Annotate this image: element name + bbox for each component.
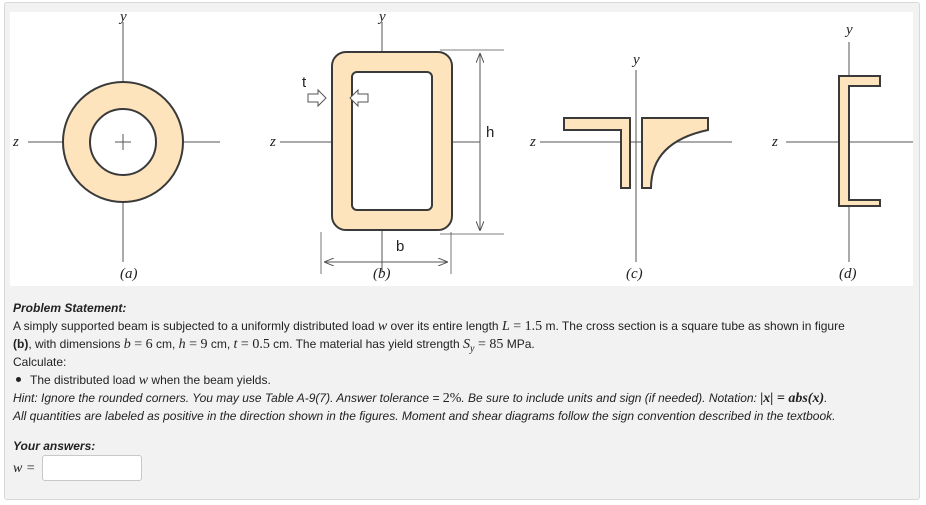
- w-label: w =: [13, 461, 36, 476]
- answers-heading: Your answers:: [13, 439, 96, 453]
- dim-t: t: [302, 74, 307, 91]
- calculate-label: Calculate:: [13, 355, 67, 369]
- cross-section-figure: [10, 9, 913, 286]
- section-b-tube: [280, 22, 504, 274]
- label-a: (a): [120, 266, 138, 282]
- axis-z-c: z: [530, 134, 536, 150]
- sign-convention-line: All quantities are labeled as positive in the direction shown in the figures. Moment and shear diagrams follow the sign convention described in the textbook.: [13, 409, 836, 423]
- label-d: (d): [839, 266, 857, 282]
- axis-y-b: y: [379, 9, 386, 25]
- problem-line-1: A simply supported beam is subjected to a uniformly distributed load w over its entire length L = 1.5 m. The cross section is a square tube as shown in figure: [13, 319, 845, 334]
- w-answer-input[interactable]: [42, 455, 142, 481]
- label-c: (c): [626, 266, 643, 282]
- axis-y-a: y: [120, 9, 127, 25]
- axis-z-a: z: [13, 134, 19, 150]
- bullet-item: The distributed load w when the beam yields.: [13, 371, 271, 390]
- dim-h: h: [486, 124, 495, 141]
- bullet-icon: [16, 377, 21, 382]
- axis-z-d: z: [772, 134, 778, 150]
- problem-line-2: (b), with dimensions b = 6 cm, h = 9 cm, t = 0.5 cm. The material has yield strength $S_y = 85$ MPa.: [13, 337, 535, 355]
- axis-y-d: y: [846, 22, 853, 38]
- hint-line: Hint: Ignore the rounded corners. You may use Table A-9(7). Answer tolerance = 2%. Be sure to include units and sign (if needed). Notation: |x| = abs(x).: [13, 391, 828, 406]
- axis-z-b: z: [270, 134, 276, 150]
- section-a-ring: [28, 22, 220, 262]
- section-c-tee: [540, 70, 732, 262]
- problem-heading: Problem Statement:: [13, 301, 127, 315]
- dim-b: b: [396, 238, 405, 255]
- axis-y-c: y: [633, 52, 640, 68]
- section-d-channel: [786, 42, 913, 262]
- label-b: (b): [373, 266, 391, 282]
